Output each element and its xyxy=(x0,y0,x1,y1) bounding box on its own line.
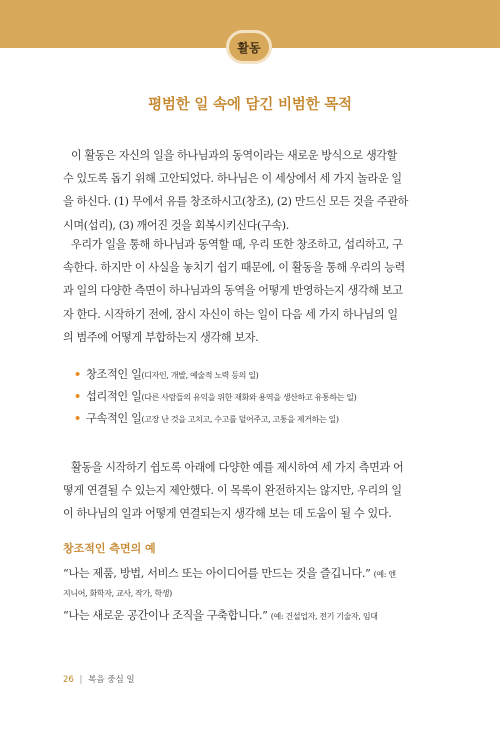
page-number: 26 xyxy=(63,675,74,685)
paragraph-line: 시며(섭리), (3) 깨어진 것을 회복시키신다(구속). xyxy=(63,218,289,232)
body-paragraph xyxy=(63,233,435,349)
paragraph-line: 과 일의 다양한 측면이 하나님과의 동역을 어떻게 반영하는지 생각해 보고 xyxy=(63,284,403,298)
quote-note-continued: 지니어, 화학자, 교사, 작가, 학생) xyxy=(63,589,172,598)
activity-badge: 활동 xyxy=(226,30,272,64)
paragraph-line: 수 있도록 돕기 위해 고안되었다. 하나님은 이 세상에서 세 가지 놀라운 일 xyxy=(63,172,402,186)
bullet-detail: (고장 난 것을 고치고, 수고를 덜어주고, 고통을 제거하는 일) xyxy=(141,415,339,424)
section-heading: 창조적인 측면의 예 xyxy=(63,542,156,555)
bullet-term: 섭리적인 일 xyxy=(86,390,142,403)
quote-text: “나는 새로운 공간이나 조직을 구축합니다.” xyxy=(63,609,268,622)
book-title: 복음 중심 일 xyxy=(88,675,135,685)
paragraph-line: 떻게 연결될 수 있는지 제안했다. 이 목록이 완전하지는 않지만, 우리의 일 xyxy=(63,484,402,498)
bullet-term: 구속적인 일 xyxy=(86,412,142,425)
footer-separator: | xyxy=(79,675,83,685)
quote-note: (예: 엔 xyxy=(373,570,396,579)
page-title: 평범한 일 속에 담긴 비범한 목적 xyxy=(148,96,352,113)
paragraph-line: 이 하나님의 일과 어떻게 연결되는지 생각해 보는 데 도움이 될 수 있다. xyxy=(63,507,392,521)
bullet-detail: (디자인, 개발, 예술적 노력 등의 일) xyxy=(141,371,259,380)
paragraph-line: 우리가 일을 통해 하나님과 동역할 때, 우리 또한 창조하고, 섭리하고, 구 xyxy=(71,238,403,251)
list-item xyxy=(74,410,454,432)
list-item xyxy=(74,388,454,410)
bullet-detail: (다른 사람들의 유익을 위한 재화와 용역을 생산하고 유통하는 일) xyxy=(141,393,357,402)
paragraph-line: 자 한다. 시작하기 전에, 잠시 자신이 하는 일이 다음 세 가지 하나님의 일 xyxy=(63,307,398,321)
example-quote xyxy=(63,607,443,623)
paragraph-line: 활동을 시작하기 쉽도록 아래에 다양한 예를 제시하여 세 가지 측면과 어 xyxy=(71,461,404,474)
work-category-list xyxy=(74,366,454,432)
bullet-icon: • xyxy=(74,411,81,425)
bullet-icon: • xyxy=(74,367,81,381)
quote-note: (예: 건설업자, 전기 기술자, 임대 xyxy=(270,612,378,621)
list-item xyxy=(74,366,454,388)
paragraph-line: 이 활동은 자신의 일을 하나님과의 동역이라는 새로운 방식으로 생각할 xyxy=(71,149,398,162)
paragraph-line: 의 범주에 어떻게 부합하는지 생각해 보자. xyxy=(63,330,259,344)
intro-paragraph xyxy=(63,144,435,237)
paragraph-line: 속한다. 하지만 이 사실을 놓치기 쉽기 때문에, 이 활동을 통해 우리의 능력 xyxy=(63,261,405,275)
bullet-icon: • xyxy=(74,389,81,403)
quote-text: “나는 제품, 방법, 서비스 또는 아이디어를 만드는 것을 즐깁니다.” xyxy=(63,567,371,580)
page-footer xyxy=(63,673,135,685)
paragraph-line: 을 하신다. (1) 무에서 유를 창조하시고(창조), (2) 만드신 모든 것을 주관하 xyxy=(63,195,408,209)
bullet-term: 창조적인 일 xyxy=(86,368,142,381)
example-quote xyxy=(63,565,443,581)
examples-intro-paragraph xyxy=(63,456,435,526)
